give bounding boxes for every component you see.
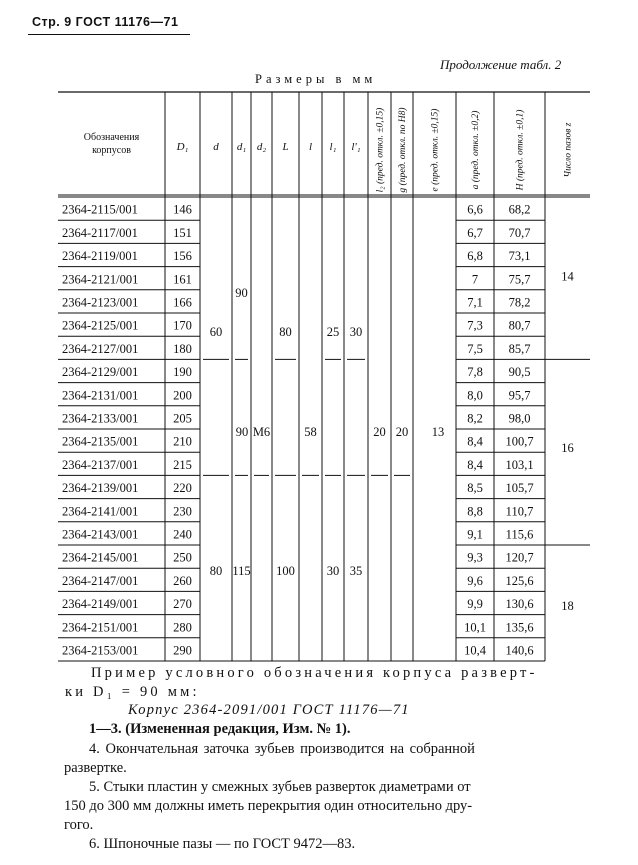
row-a: 9,9 <box>467 597 483 612</box>
row-name: 2364-2127/001 <box>62 341 139 356</box>
row-H: 70,7 <box>508 225 531 240</box>
row-a: 7,5 <box>467 341 483 356</box>
row-D1: 250 <box>173 550 192 565</box>
header-a: a (пред. откл. ±0,2) <box>471 110 481 190</box>
merged-d: 80 <box>209 564 223 579</box>
header-name-line2: корпусов <box>92 145 131 156</box>
header-e: e (пред. откл. ±0,15) <box>430 108 441 192</box>
header-d: d <box>213 141 219 153</box>
row-a: 8,8 <box>467 504 483 519</box>
header-name-line1: Обозначения <box>83 132 140 143</box>
note-5-line-1: 5. Стыки пластин у смежных зубьев разверток диаметрами от <box>89 779 471 795</box>
header-z: Число пазов z <box>563 122 574 178</box>
row-a: 6,7 <box>467 225 483 240</box>
header-l1p: l'₁ <box>351 141 361 153</box>
row-a: 7,3 <box>467 318 483 333</box>
merged-z: 16 <box>561 441 574 456</box>
page-header: Стр. 9 ГОСТ 11176—71 <box>32 15 179 29</box>
row-a: 8,5 <box>467 481 483 496</box>
row-D1: 270 <box>173 597 192 612</box>
row-a: 6,8 <box>467 249 483 264</box>
note-4-line-2: развертке. <box>64 760 127 776</box>
header-l1: l₁ <box>329 141 337 153</box>
header-d2: d₂ <box>256 141 267 153</box>
row-D1: 156 <box>173 249 192 264</box>
merged-g: 20 <box>395 424 409 439</box>
merged-L: 100 <box>276 564 295 579</box>
row-H: 103,1 <box>505 457 534 472</box>
row-D1: 151 <box>173 225 192 240</box>
row-H: 98,0 <box>508 411 531 426</box>
merged-d1: 90 <box>235 285 248 300</box>
row-D1: 220 <box>173 481 192 496</box>
row-H: 140,6 <box>505 643 534 658</box>
row-H: 100,7 <box>505 434 534 449</box>
row-H: 68,2 <box>508 202 531 217</box>
row-name: 2364-2131/001 <box>62 388 139 403</box>
row-name: 2364-2125/001 <box>62 318 139 333</box>
row-a: 8,0 <box>467 388 483 403</box>
row-D1: 161 <box>173 272 192 287</box>
row-H: 90,5 <box>508 365 531 380</box>
merged-d1: 90 <box>235 424 249 439</box>
merged-e: 13 <box>431 424 445 439</box>
merged-l1p: 35 <box>349 564 363 579</box>
header-l2: l₂ (пред. откл. ±0,15) <box>375 107 386 193</box>
row-name: 2364-2147/001 <box>62 573 139 588</box>
row-a: 10,1 <box>464 620 486 635</box>
row-name: 2364-2145/001 <box>62 550 139 565</box>
row-name: 2364-2129/001 <box>62 365 139 380</box>
row-a: 7,1 <box>467 295 483 310</box>
row-D1: 205 <box>173 411 192 426</box>
row-D1: 240 <box>173 527 192 542</box>
row-H: 105,7 <box>505 481 534 496</box>
merged-d2: M6 <box>252 424 271 439</box>
row-H: 80,7 <box>508 318 531 333</box>
row-D1: 190 <box>173 365 192 380</box>
row-a: 9,3 <box>467 550 483 565</box>
row-D1: 180 <box>173 341 192 356</box>
merged-L: 80 <box>279 325 292 340</box>
example-line-2: ки D₁ = 90 мм: <box>65 684 200 700</box>
row-a: 8,4 <box>467 457 483 472</box>
example-designation: Корпус 2364-2091/001 ГОСТ 11176—71 <box>128 702 410 718</box>
header-l: l <box>308 141 313 153</box>
row-D1: 280 <box>173 620 192 635</box>
note-6: 6. Шпоночные пазы — по ГОСТ 9472—83. <box>89 836 356 852</box>
row-D1: 200 <box>173 388 192 403</box>
row-name: 2364-2117/001 <box>62 225 138 240</box>
row-D1: 166 <box>173 295 192 310</box>
row-D1: 210 <box>173 434 192 449</box>
row-name: 2364-2151/001 <box>62 620 139 635</box>
merged-z: 14 <box>561 269 574 284</box>
merged-d: 60 <box>209 325 223 340</box>
row-H: 135,6 <box>505 620 534 635</box>
row-a: 9,6 <box>467 573 483 588</box>
row-H: 125,6 <box>505 573 534 588</box>
row-D1: 290 <box>173 643 192 658</box>
merged-l1: 25 <box>326 325 340 340</box>
note-5-line-2: 150 до 300 мм должны иметь перекрытия один относительно дру- <box>64 798 473 814</box>
row-name: 2364-2137/001 <box>62 457 139 472</box>
row-name: 2364-2121/001 <box>62 272 139 287</box>
header-g: g (пред. откл. по H8) <box>398 107 408 193</box>
row-a: 7,8 <box>467 365 483 380</box>
row-a: 6,6 <box>467 202 483 217</box>
dimensions-label: Размеры в мм <box>255 72 377 86</box>
row-name: 2364-2115/001 <box>62 202 138 217</box>
row-H: 115,6 <box>505 527 534 542</box>
row-H: 110,7 <box>505 504 534 519</box>
row-name: 2364-2135/001 <box>62 434 139 449</box>
row-a: 8,2 <box>467 411 483 426</box>
row-H: 120,7 <box>505 550 534 565</box>
header-D1: D₁ <box>176 141 189 153</box>
row-D1: 260 <box>173 573 192 588</box>
row-H: 73,1 <box>508 249 531 264</box>
row-name: 2364-2141/001 <box>62 504 139 519</box>
row-name: 2364-2119/001 <box>62 249 138 264</box>
header-H: H (пред. откл. ±0,1) <box>515 109 526 191</box>
note-5-line-3: гого. <box>64 817 94 833</box>
row-name: 2364-2133/001 <box>62 411 139 426</box>
note-1-3-text: 1—3. (Измененная редакция, Изм. № 1). <box>89 721 351 737</box>
row-name: 2364-2123/001 <box>62 295 139 310</box>
row-H: 130,6 <box>505 597 534 612</box>
row-D1: 170 <box>173 318 192 333</box>
header-d1: d₁ <box>236 141 247 153</box>
row-H: 95,7 <box>508 388 531 403</box>
row-name: 2364-2149/001 <box>62 597 139 612</box>
row-D1: 146 <box>173 202 192 217</box>
row-a: 7 <box>471 272 479 287</box>
note-4-line-1: 4. Окончательная заточка зубьев производится на собранной <box>89 741 475 757</box>
row-D1: 215 <box>173 457 192 472</box>
row-H: 78,2 <box>508 295 531 310</box>
merged-z: 18 <box>561 598 574 613</box>
example-line-1: Пример условного обозначения корпуса разверт- <box>91 665 538 681</box>
row-D1: 230 <box>173 504 192 519</box>
row-a: 9,1 <box>467 527 483 542</box>
row-H: 75,7 <box>508 272 531 287</box>
header-L: L <box>282 141 289 153</box>
row-name: 2364-2139/001 <box>62 481 139 496</box>
merged-d1: 115 <box>232 564 251 579</box>
row-a: 8,4 <box>467 434 483 449</box>
row-name: 2364-2153/001 <box>62 643 139 658</box>
merged-l1p: 30 <box>349 325 363 340</box>
row-H: 85,7 <box>508 341 531 356</box>
merged-l1: 30 <box>326 564 340 579</box>
merged-l2: 20 <box>373 424 386 439</box>
merged-l: 58 <box>304 424 317 439</box>
row-a: 10,4 <box>464 643 486 658</box>
continuation-label: Продолжение табл. 2 <box>440 57 562 72</box>
row-name: 2364-2143/001 <box>62 527 139 542</box>
note-1-3 <box>89 720 351 739</box>
